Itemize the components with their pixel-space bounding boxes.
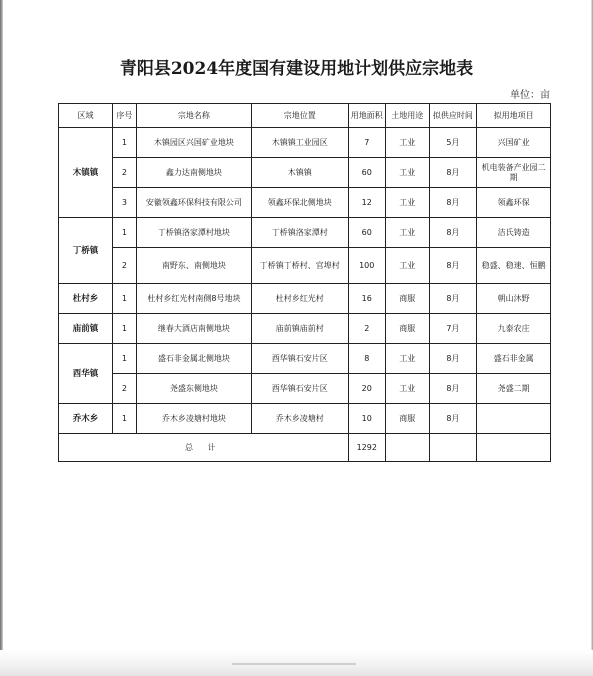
time-cell: 8月 (429, 404, 477, 434)
seq-cell: 1 (112, 128, 136, 158)
location-cell: 杜村乡红光村 (252, 284, 349, 314)
use-cell: 工业 (385, 188, 429, 218)
name-cell: 鑫力达南侧地块 (136, 158, 251, 188)
name-cell: 南野东、南侧地块 (136, 248, 251, 284)
seq-cell: 2 (112, 374, 136, 404)
project-cell: 领鑫环保 (477, 188, 551, 218)
location-cell: 丁桥镇丁桥村、官埠村 (252, 248, 349, 284)
name-cell: 杜村乡红光村南侧8号地块 (136, 284, 251, 314)
table-row (59, 284, 551, 314)
location-cell: 丁桥镇洛家潭村 (252, 218, 349, 248)
name-cell: 丁桥镇洛家潭村地块 (136, 218, 251, 248)
use-cell: 工业 (385, 248, 429, 284)
location-cell: 领鑫环保北侧地块 (252, 188, 349, 218)
seq-cell: 2 (112, 248, 136, 284)
header-row (59, 104, 551, 128)
project-cell: 盛石非金属 (477, 344, 551, 374)
time-cell: 7月 (429, 314, 477, 344)
area-cell: 2 (348, 314, 385, 344)
location-cell: 木镇镇 (252, 158, 349, 188)
header-seq: 序号 (112, 104, 136, 128)
location-cell: 酉华镇石安片区 (252, 374, 349, 404)
header-use: 土地用途 (385, 104, 429, 128)
seq-cell: 3 (112, 188, 136, 218)
name-cell: 乔木乡凌塘村地块 (136, 404, 251, 434)
seq-cell: 1 (112, 314, 136, 344)
page-bottom-mark (232, 663, 356, 665)
name-cell: 尧盛东侧地块 (136, 374, 251, 404)
region-cell: 酉华镇 (59, 344, 113, 404)
time-cell: 8月 (429, 344, 477, 374)
use-cell: 工业 (385, 374, 429, 404)
total-area: 1292 (348, 434, 385, 462)
total-empty-cell (429, 434, 477, 462)
location-cell: 乔木乡凌塘村 (252, 404, 349, 434)
total-label: 总 计 (59, 434, 349, 462)
region-cell: 庙前镇 (59, 314, 113, 344)
project-cell: 稳盛、稳速、恒鹏 (477, 248, 551, 284)
project-cell: 尧盛二期 (477, 374, 551, 404)
project-cell: 兴国矿业 (477, 128, 551, 158)
use-cell: 商服 (385, 404, 429, 434)
project-cell: 机电装备产业园二期 (477, 158, 551, 188)
header-project: 拟用地项目 (477, 104, 551, 128)
project-cell: 洁氏铸造 (477, 218, 551, 248)
time-cell: 8月 (429, 284, 477, 314)
document-title: 青阳县2024年度国有建设用地计划供应宗地表 (119, 59, 474, 79)
table-row (59, 314, 551, 344)
seq-cell: 2 (112, 158, 136, 188)
time-cell: 5月 (429, 128, 477, 158)
name-cell: 木镇园区兴国矿业地块 (136, 128, 251, 158)
time-cell: 8月 (429, 248, 477, 284)
use-cell: 商服 (385, 284, 429, 314)
area-cell: 12 (348, 188, 385, 218)
seq-cell: 1 (112, 284, 136, 314)
use-cell: 工业 (385, 218, 429, 248)
table-row (59, 374, 551, 404)
location-cell: 酉华镇石安片区 (252, 344, 349, 374)
location-cell: 木镇镇工业园区 (252, 128, 349, 158)
area-cell: 60 (348, 158, 385, 188)
area-cell: 7 (348, 128, 385, 158)
seq-cell: 1 (112, 344, 136, 374)
table-row (59, 218, 551, 248)
area-cell: 8 (348, 344, 385, 374)
project-cell (477, 404, 551, 434)
table-row (59, 158, 551, 188)
region-cell: 木镇镇 (59, 128, 113, 218)
unit-label: 单位：亩 (510, 90, 550, 101)
land-supply-table (58, 103, 551, 462)
total-empty-cell (477, 434, 551, 462)
name-cell: 盛石非金属北侧地块 (136, 344, 251, 374)
time-cell: 8月 (429, 218, 477, 248)
region-cell: 丁桥镇 (59, 218, 113, 284)
table-row (59, 128, 551, 158)
use-cell: 工业 (385, 128, 429, 158)
area-cell: 10 (348, 404, 385, 434)
area-cell: 100 (348, 248, 385, 284)
region-cell: 杜村乡 (59, 284, 113, 314)
header-location: 宗地位置 (252, 104, 349, 128)
header-name: 宗地名称 (136, 104, 251, 128)
name-cell: 继春大酒店南侧地块 (136, 314, 251, 344)
area-cell: 16 (348, 284, 385, 314)
region-cell: 乔木乡 (59, 404, 113, 434)
table-row (59, 344, 551, 374)
time-cell: 8月 (429, 374, 477, 404)
total-row (59, 434, 551, 462)
time-cell: 8月 (429, 158, 477, 188)
seq-cell: 1 (112, 404, 136, 434)
header-region: 区域 (59, 104, 113, 128)
project-cell: 九泰农庄 (477, 314, 551, 344)
table-row (59, 188, 551, 218)
total-empty-cell (385, 434, 429, 462)
table-row (59, 248, 551, 284)
seq-cell: 1 (112, 218, 136, 248)
time-cell: 8月 (429, 188, 477, 218)
area-cell: 60 (348, 218, 385, 248)
name-cell: 安徽领鑫环保科技有限公司 (136, 188, 251, 218)
header-time: 拟供应时间 (429, 104, 477, 128)
location-cell: 庙前镇庙前村 (252, 314, 349, 344)
area-cell: 20 (348, 374, 385, 404)
use-cell: 商服 (385, 314, 429, 344)
use-cell: 工业 (385, 158, 429, 188)
project-cell: 朝山沐野 (477, 284, 551, 314)
header-area: 用地面积 (348, 104, 385, 128)
table-row (59, 404, 551, 434)
page-edge-left (0, 0, 3, 676)
use-cell: 工业 (385, 344, 429, 374)
